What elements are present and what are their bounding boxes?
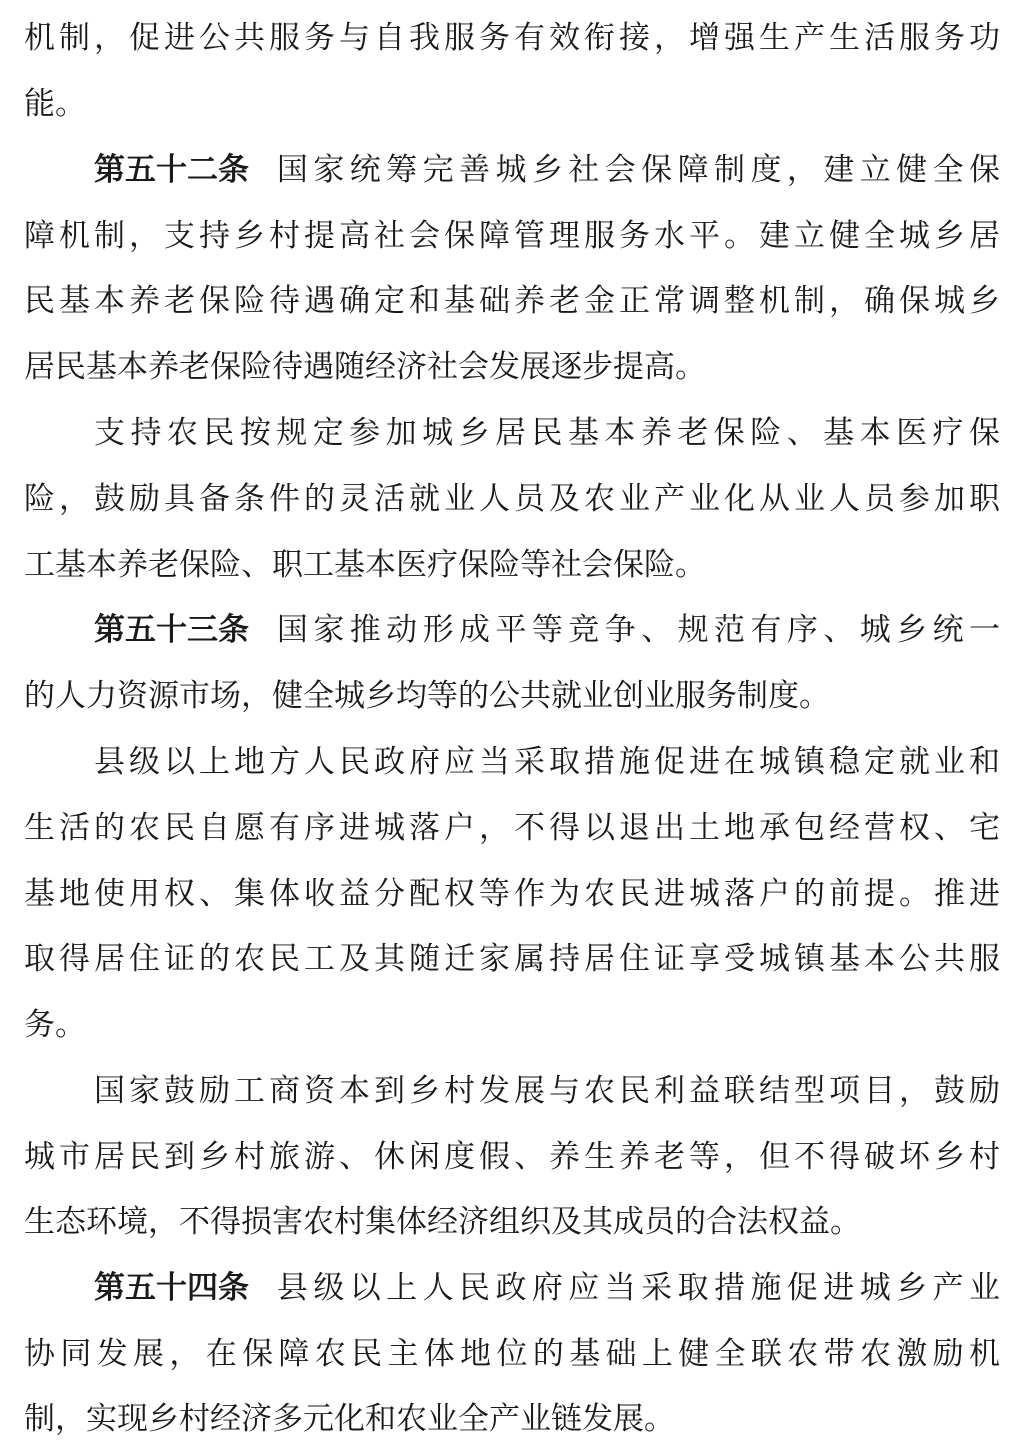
article-54-heading-line <box>94 1255 1000 1321</box>
article-53-label: 第五十三条 <box>94 612 249 648</box>
article-53-text: 国家推动形成平等竞争、规范有序、城乡统一 <box>276 612 1000 648</box>
text-line: 务。 <box>24 1007 86 1043</box>
text-line: 国家鼓励工商资本到乡村发展与农民利益联结型项目，鼓励 <box>94 1073 1000 1109</box>
article-52-heading-line <box>94 137 1000 203</box>
text-line: 生态环境，不得损害农村集体经济组织及其成员的合法权益。 <box>24 1204 861 1240</box>
article-54-label: 第五十四条 <box>94 1270 249 1306</box>
text-line: 生活的农民自愿有序进城落户，不得以退出土地承包经营权、宅 <box>24 810 1000 846</box>
text-line: 的人力资源市场，健全城乡均等的公共就业创业服务制度。 <box>24 678 830 714</box>
text-line: 取得居住证的农民工及其随迁家属持居住证享受城镇基本公共服 <box>24 941 1000 977</box>
text-line: 基地使用权、集体收益分配权等作为农民进城落户的前提。推进 <box>24 876 1000 912</box>
text-line: 协同发展，在保障农民主体地位的基础上健全联农带农激励机 <box>24 1336 1000 1372</box>
article-54-text: 县级以上人民政府应当采取措施促进城乡产业 <box>276 1270 1000 1306</box>
article-52-text: 国家统筹完善城乡社会保障制度，建立健全保 <box>276 152 1000 188</box>
text-line: 工基本养老保险、职工基本医疗保险等社会保险。 <box>24 547 706 583</box>
article-53-heading-line <box>94 597 1000 663</box>
text-line: 县级以上地方人民政府应当采取措施促进在城镇稳定就业和 <box>94 744 1000 780</box>
text-line: 能。 <box>24 86 86 122</box>
article-52-label: 第五十二条 <box>94 152 249 188</box>
text-line: 制，实现乡村经济多元化和农业全产业链发展。 <box>24 1401 675 1437</box>
text-line: 城市居民到乡村旅游、休闲度假、养生养老等，但不得破坏乡村 <box>24 1139 1000 1175</box>
text-line: 机制，促进公共服务与自我服务有效衔接，增强生产生活服务功 <box>24 20 1000 56</box>
text-line: 障机制，支持乡村提高社会保障管理服务水平。建立健全城乡居 <box>24 218 1000 254</box>
text-line: 险，鼓励具备条件的灵活就业人员及农业产业化从业人员参加职 <box>24 481 1000 517</box>
text-line: 民基本养老保险待遇确定和基础养老金正常调整机制，确保城乡 <box>24 283 1000 319</box>
text-line: 支持农民按规定参加城乡居民基本养老保险、基本医疗保 <box>94 415 1000 451</box>
text-line: 居民基本养老保险待遇随经济社会发展逐步提高。 <box>24 349 706 385</box>
